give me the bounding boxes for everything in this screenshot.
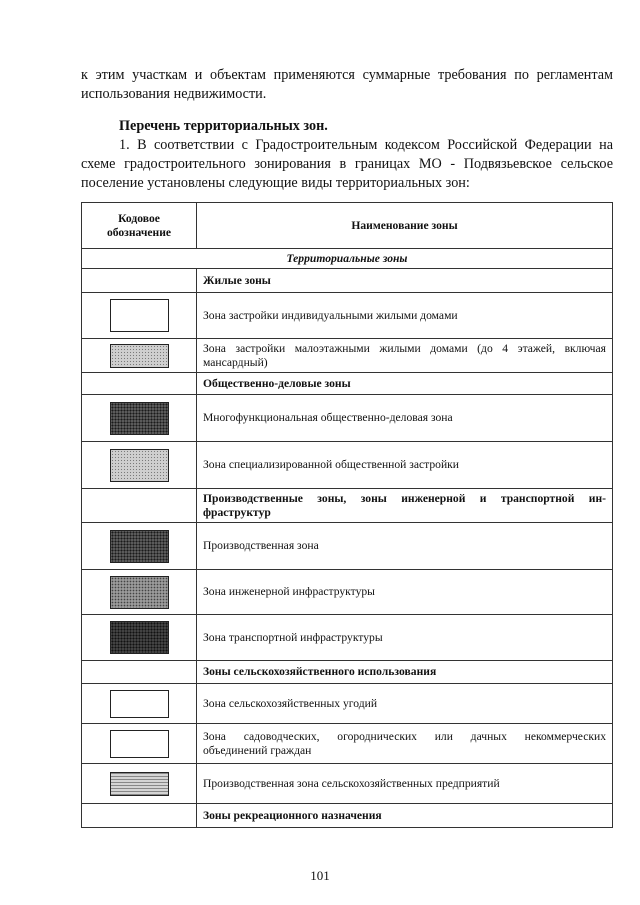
code-cell — [82, 293, 197, 339]
group-row — [82, 661, 613, 684]
zone-name — [197, 724, 613, 764]
zone-swatch — [110, 730, 169, 758]
zones-table — [81, 202, 613, 828]
zone-name-line: объединений граждан — [203, 743, 312, 757]
section-heading: Перечень территориальных зон. — [119, 118, 328, 134]
header-name: Наименование зоны — [197, 203, 613, 249]
table-row — [82, 724, 613, 764]
group-title-line: фраструктур — [203, 505, 271, 519]
section-title: Территориальные зоны — [82, 249, 613, 269]
zone-swatch — [110, 299, 169, 332]
table-row — [82, 615, 613, 661]
group-title: Общественно-деловые зоны — [197, 373, 613, 395]
group-code-empty — [82, 269, 197, 293]
table-row — [82, 523, 613, 570]
table-header-row — [82, 203, 613, 249]
code-cell — [82, 395, 197, 442]
zone-swatch — [110, 449, 169, 482]
code-cell — [82, 339, 197, 373]
zone-name: Зона застройки индивидуальными жилыми домами — [197, 293, 613, 339]
code-cell — [82, 615, 197, 661]
group-code-empty — [82, 804, 197, 828]
zone-name-line: мансардный) — [203, 355, 268, 369]
table-row — [82, 395, 613, 442]
table-row — [82, 684, 613, 724]
group-row — [82, 269, 613, 293]
section-row — [82, 249, 613, 269]
zones-paragraph: 1. В соответствии с Градостроительным кодексом Российской Федерации на схеме градостроительного зонирования в границах МО - Подвязьевское сельское поселение установлены следующие виды территориальных зон: — [81, 137, 613, 191]
group-title: Зоны сельскохозяйственного использования — [197, 661, 613, 684]
table-row — [82, 293, 613, 339]
intro-paragraph: к этим участкам и объектам применяются суммарные требования по регламентам использования недвижимости. — [81, 67, 613, 102]
table-row — [82, 339, 613, 373]
zone-name: Зона инженерной инфраструктуры — [197, 570, 613, 615]
zone-name: Производственная зона сельскохозяйственных предприятий — [197, 764, 613, 804]
zone-swatch — [110, 344, 169, 368]
zone-name-line: Зона застройки малоэтажными жилыми домами (до 4 этажей, включая — [203, 341, 606, 355]
zone-name-line: Зона садоводческих, огороднических или дачных некоммерческих — [203, 729, 606, 743]
group-row — [82, 489, 613, 523]
zone-swatch — [110, 772, 169, 796]
page-number: 101 — [310, 868, 330, 883]
code-cell — [82, 724, 197, 764]
header-code: Кодовое обозначение — [82, 203, 197, 249]
code-cell — [82, 764, 197, 804]
zone-swatch — [110, 621, 169, 654]
zone-name: Многофункциональная общественно-деловая зона — [197, 395, 613, 442]
group-title-line: Производственные зоны, зоны инженерной и транспортной ин- — [203, 491, 606, 505]
group-row — [82, 373, 613, 395]
zone-name: Зона сельскохозяйственных угодий — [197, 684, 613, 724]
group-code-empty — [82, 489, 197, 523]
zone-name — [197, 339, 613, 373]
zone-name: Зона транспортной инфраструктуры — [197, 615, 613, 661]
group-row — [82, 804, 613, 828]
group-code-empty — [82, 661, 197, 684]
code-cell — [82, 442, 197, 489]
group-title — [197, 489, 613, 523]
group-title: Зоны рекреационного назначения — [197, 804, 613, 828]
group-title: Жилые зоны — [197, 269, 613, 293]
zone-swatch — [110, 690, 169, 718]
zone-swatch — [110, 530, 169, 563]
code-cell — [82, 684, 197, 724]
table-row — [82, 442, 613, 489]
zone-swatch — [110, 576, 169, 609]
zone-name: Зона специализированной общественной застройки — [197, 442, 613, 489]
zone-swatch — [110, 402, 169, 435]
table-row — [82, 764, 613, 804]
zone-name: Производственная зона — [197, 523, 613, 570]
group-code-empty — [82, 373, 197, 395]
table-row — [82, 570, 613, 615]
code-cell — [82, 523, 197, 570]
code-cell — [82, 570, 197, 615]
